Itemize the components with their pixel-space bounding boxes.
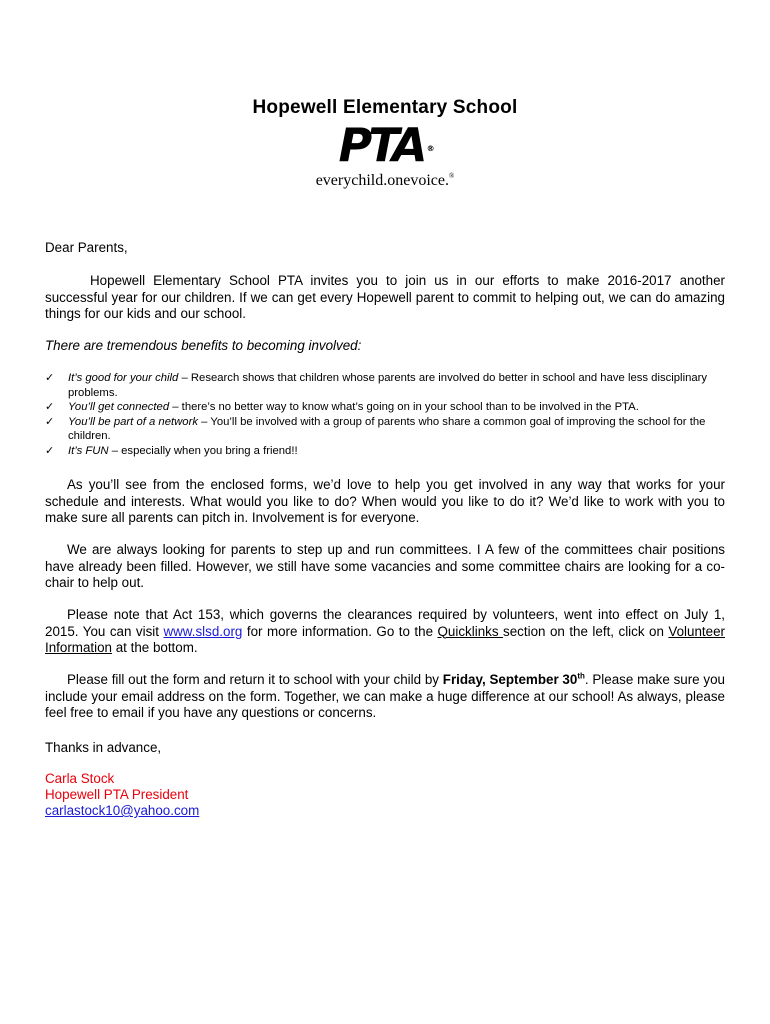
paragraph-clearances bbox=[45, 607, 725, 657]
check-icon: ✓ bbox=[45, 401, 55, 413]
volunteer-information-text: Volunteer Information bbox=[45, 623, 725, 655]
quicklinks-text: Quicklinks bbox=[437, 623, 504, 639]
pta-tagline bbox=[0, 172, 770, 190]
pta-logo-text: PTA bbox=[338, 118, 424, 172]
clearances-text-3: section on the left, click on bbox=[503, 623, 669, 639]
pta-tagline-text: everychild.onevoice. bbox=[315, 172, 449, 189]
clearances-text-4: at the bottom. bbox=[112, 640, 198, 655]
paragraph-involvement: As you’ll see from the enclosed forms, we’d love to help you get involved in any way that works for your schedule and interests. What would you like to do? When would you like to do it? We’d like to work with you to make sure all parents can pitch in. Involvement is for everyone. bbox=[45, 477, 725, 525]
deadline-date-text: Friday, September 30 bbox=[442, 672, 578, 687]
slsd-link[interactable]: www.slsd.org bbox=[163, 623, 243, 639]
signature-name: Carla Stock bbox=[45, 771, 115, 786]
paragraph-intro: Hopewell Elementary School PTA invites you to join us in our efforts to make 2016-2017 another successful year for our children. If we can get every Hopewell parent to commit to helping out, we can do amazing things for our kids and our school. bbox=[45, 273, 725, 321]
school-title: Hopewell Elementary School bbox=[252, 97, 518, 118]
signature-role: Hopewell PTA President bbox=[45, 787, 189, 802]
benefit-item bbox=[45, 415, 725, 444]
deadline-date-suffix: th bbox=[577, 671, 585, 681]
benefit-lead: You’ll get connected bbox=[68, 401, 170, 413]
pta-tagline-registered: ® bbox=[448, 172, 455, 180]
benefit-lead: It’s FUN bbox=[68, 444, 109, 457]
benefits-intro: There are tremendous benefits to becoming involved: bbox=[45, 338, 362, 353]
check-icon: ✓ bbox=[45, 372, 55, 384]
paragraph-deadline bbox=[45, 672, 725, 722]
benefit-item bbox=[45, 444, 725, 459]
benefit-item bbox=[45, 371, 725, 400]
deadline-text-1: Please fill out the form and return it to school with your child by bbox=[67, 672, 443, 687]
closing: Thanks in advance, bbox=[45, 740, 162, 755]
benefit-text: – there’s no better way to know what’s going on in your school than to be involved in the PTA. bbox=[169, 401, 639, 413]
benefit-text: – Research shows that children whose parents are involved do better in school and have less disciplinary problems. bbox=[68, 372, 708, 399]
benefit-item bbox=[45, 400, 725, 415]
pta-logo-registered: ® bbox=[426, 144, 435, 153]
benefit-lead: You’ll be part of a network bbox=[68, 415, 198, 428]
clearances-text-2: for more information. Go to the bbox=[242, 623, 438, 639]
deadline-text-2: . Please make sure you include your email address on the form. Together, we can make a huge difference at our school! As always, please feel free to email if you have any questions or concerns. bbox=[45, 672, 725, 720]
check-icon: ✓ bbox=[45, 444, 55, 457]
benefit-text: – You’ll be involved with a group of parents who share a common goal of improving the school for the children. bbox=[68, 415, 706, 442]
benefit-text: – especially when you bring a friend!! bbox=[108, 444, 298, 457]
clearances-text-1: Please note that Act 153, which governs the clearances required by volunteers, went into effect on July 1, 2015. You can visit bbox=[45, 607, 725, 639]
paragraph-committees: We are always looking for parents to step up and run committees. I A few of the committees chair positions have already been filled. However, we still have some vacancies and some committee chairs are looking for a co-chair to help out. bbox=[45, 542, 725, 590]
greeting: Dear Parents, bbox=[45, 240, 128, 255]
benefit-lead: It’s good for your child bbox=[68, 372, 179, 384]
signature-email-link[interactable]: carlastock10@yahoo.com bbox=[45, 803, 200, 818]
pta-logo bbox=[0, 118, 770, 172]
check-icon: ✓ bbox=[45, 415, 55, 428]
benefits-list bbox=[45, 371, 725, 458]
deadline-date bbox=[443, 672, 585, 687]
